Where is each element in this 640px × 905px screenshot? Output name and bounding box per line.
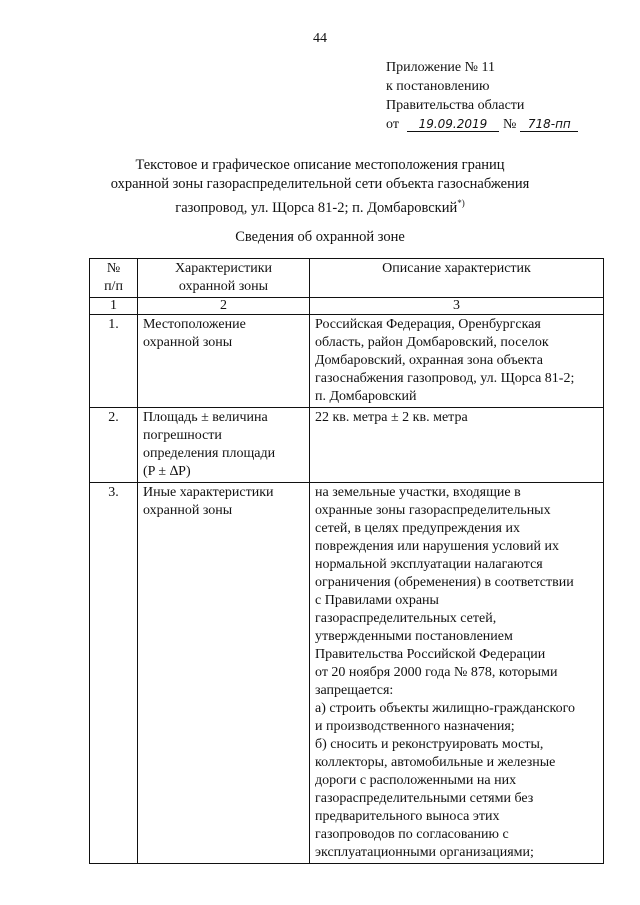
description-line: запрещается:: [315, 683, 394, 698]
characteristic-line: погрешности: [143, 428, 222, 443]
row-description: [310, 408, 604, 483]
appendix-line: к постановлению: [386, 79, 490, 94]
appendix-line: Приложение № 11: [386, 60, 495, 75]
characteristic-line: охранной зоны: [143, 335, 233, 350]
footnote-mark: *): [457, 198, 465, 208]
table-header-row: [90, 259, 604, 298]
header-number: [90, 259, 138, 298]
description-line: эксплуатационными организациями;: [315, 845, 534, 860]
header-text: п/п: [104, 279, 123, 294]
description-line: утвержденными постановлением: [315, 629, 513, 644]
characteristic-line: охранной зоны: [143, 503, 233, 518]
description-line: газопроводов по согласованию с: [315, 827, 509, 842]
table-row: [90, 408, 604, 483]
appendix-line: Правительства области: [386, 98, 525, 113]
row-description: [310, 483, 604, 864]
description-line: на земельные участки, входящие в: [315, 485, 521, 500]
description-line: коллекторы, автомобильные и железные: [315, 755, 556, 770]
description-line: 22 кв. метра ± 2 кв. метра: [315, 410, 468, 425]
index-cell: 3: [310, 298, 604, 315]
description-line: газораспределительными сетями без: [315, 791, 534, 806]
title-line-3: [0, 194, 640, 218]
title-line: газопровод, ул. Щорса 81-2; п. Домбаровский: [175, 199, 458, 216]
appendix-block: [386, 58, 578, 134]
description-line: газораспределительных сетей,: [315, 611, 497, 626]
description-line: охранные зоны газораспределительных: [315, 503, 551, 518]
description-line: и производственного назначения;: [315, 719, 515, 734]
characteristic-line: Площадь ± величина: [143, 410, 268, 425]
characteristic-line: (P ± ∆P): [143, 464, 191, 479]
header-text: охранной зоны: [178, 279, 269, 294]
description-line: п. Домбаровский: [315, 389, 417, 404]
handwritten-date: 19.09.2019: [407, 117, 499, 132]
appendix-signature-row: [386, 115, 578, 134]
header-text: Характеристики: [174, 261, 273, 276]
table-row: [90, 483, 604, 864]
header-text: Описание характеристик: [382, 261, 531, 276]
description-line: а) строить объекты жилищно-гражданского: [315, 701, 575, 716]
header-description: [310, 259, 604, 298]
table-index-row: [90, 298, 604, 315]
row-characteristic: [138, 483, 310, 864]
row-number: 2.: [90, 408, 138, 483]
page-number: 44: [313, 31, 327, 46]
description-line: б) сносить и реконструировать мосты,: [315, 737, 544, 752]
index-cell: 1: [90, 298, 138, 315]
number-label: №: [502, 117, 517, 132]
index-cell: 2: [138, 298, 310, 315]
row-characteristic: [138, 315, 310, 408]
zone-info-table: [89, 258, 604, 864]
description-line: газоснабжения газопровод, ул. Щорса 81-2;: [315, 371, 575, 386]
description-line: сетей, в целях предупреждения их: [315, 521, 520, 536]
title-line: охранной зоны газораспределительной сети объекта газоснабжения: [110, 176, 530, 192]
characteristic-line: определения площади: [143, 446, 276, 461]
row-characteristic: [138, 408, 310, 483]
handwritten-number: 718-пп: [520, 117, 578, 132]
description-line: Домбаровский, охранная зона объекта: [315, 353, 544, 368]
description-line: область, район Домбаровский, поселок: [315, 335, 549, 350]
row-number: 3.: [90, 483, 138, 864]
description-line: предварительного выноса этих: [315, 809, 500, 824]
section-title: Сведения об охранной зоне: [235, 229, 405, 245]
description-line: ограничения (обременения) в соответствии: [315, 575, 574, 590]
description-line: от 20 ноября 2000 года № 878, которыми: [315, 665, 558, 680]
from-label: от: [386, 117, 399, 132]
header-characteristics: [138, 259, 310, 298]
row-number: 1.: [90, 315, 138, 408]
characteristic-line: Иные характеристики: [143, 485, 274, 500]
description-line: Правительства Российской Федерации: [315, 647, 546, 662]
title-line: Текстовое и графическое описание местоположения границ: [135, 157, 505, 173]
description-line: нормальной эксплуатации налагаются: [315, 557, 543, 572]
description-line: Российская Федерация, Оренбургская: [315, 317, 541, 332]
description-line: дороги с расположенными на них: [315, 773, 517, 788]
description-line: с Правилами охраны: [315, 593, 439, 608]
header-text: №: [106, 261, 121, 276]
document-title: [0, 156, 640, 218]
characteristic-line: Местоположение: [143, 317, 246, 332]
row-description: [310, 315, 604, 408]
description-line: повреждения или нарушения условий их: [315, 539, 559, 554]
table-row: [90, 315, 604, 408]
